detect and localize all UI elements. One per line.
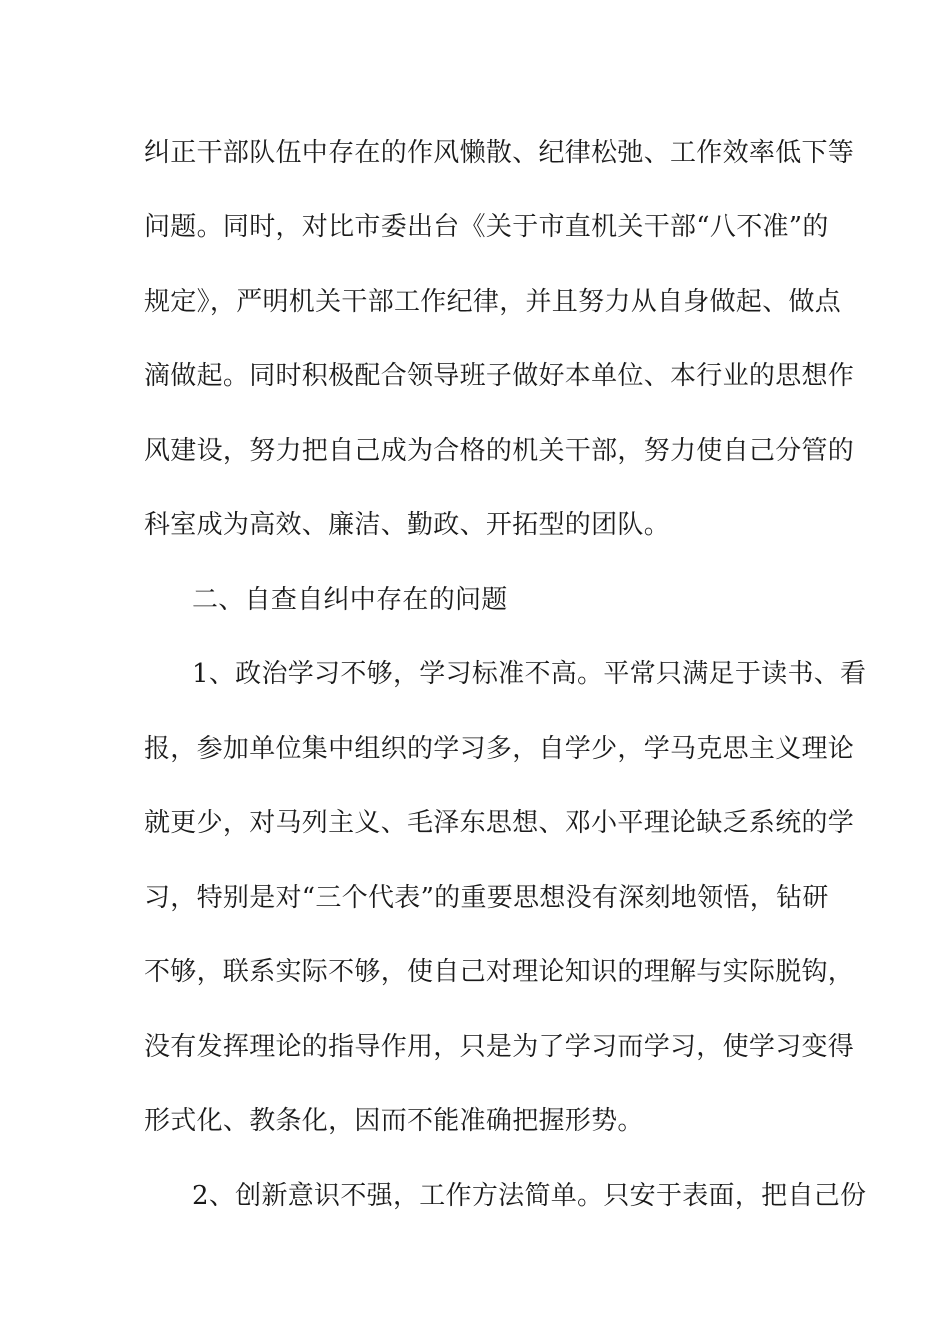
body-text-line: 形式化、教条化，因而不能准确把握形势。 (144, 1106, 644, 1136)
paragraph-start-line: 1、政治学习不够，学习标准不高。平常只满足于读书、看 (192, 659, 867, 689)
body-text-line: 习，特别是对“三个代表”的重要思想没有深刻地领悟，钻研 (144, 883, 829, 913)
section-heading: 二、自查自纠中存在的问题 (192, 585, 508, 615)
body-text-line: 科室成为高效、廉洁、勤政、开拓型的团队。 (144, 510, 671, 540)
body-text-line: 没有发挥理论的指导作用，只是为了学习而学习，使学习变得 (144, 1032, 855, 1062)
body-text-line: 规定》，严明机关干部工作纪律，并且努力从自身做起、做点 (144, 287, 842, 317)
body-text-line: 滴做起。同时积极配合领导班子做好本单位、本行业的思想作 (144, 361, 855, 391)
body-text-line: 风建设，努力把自己成为合格的机关干部，努力使自己分管的 (144, 436, 855, 466)
body-text-line: 纠正干部队伍中存在的作风懒散、纪律松弛、工作效率低下等 (144, 138, 855, 168)
body-text-line: 不够，联系实际不够，使自己对理论知识的理解与实际脱钩， (144, 957, 855, 987)
paragraph-start-line: 2、创新意识不强，工作方法简单。只安于表面，把自己份 (192, 1181, 867, 1211)
body-text-line: 问题。同时，对比市委出台《关于市直机关干部“八不准”的 (144, 212, 829, 242)
body-text-line: 报，参加单位集中组织的学习多，自学少，学马克思主义理论 (144, 734, 855, 764)
body-text-line: 就更少，对马列主义、毛泽东思想、邓小平理论缺乏系统的学 (144, 808, 855, 838)
